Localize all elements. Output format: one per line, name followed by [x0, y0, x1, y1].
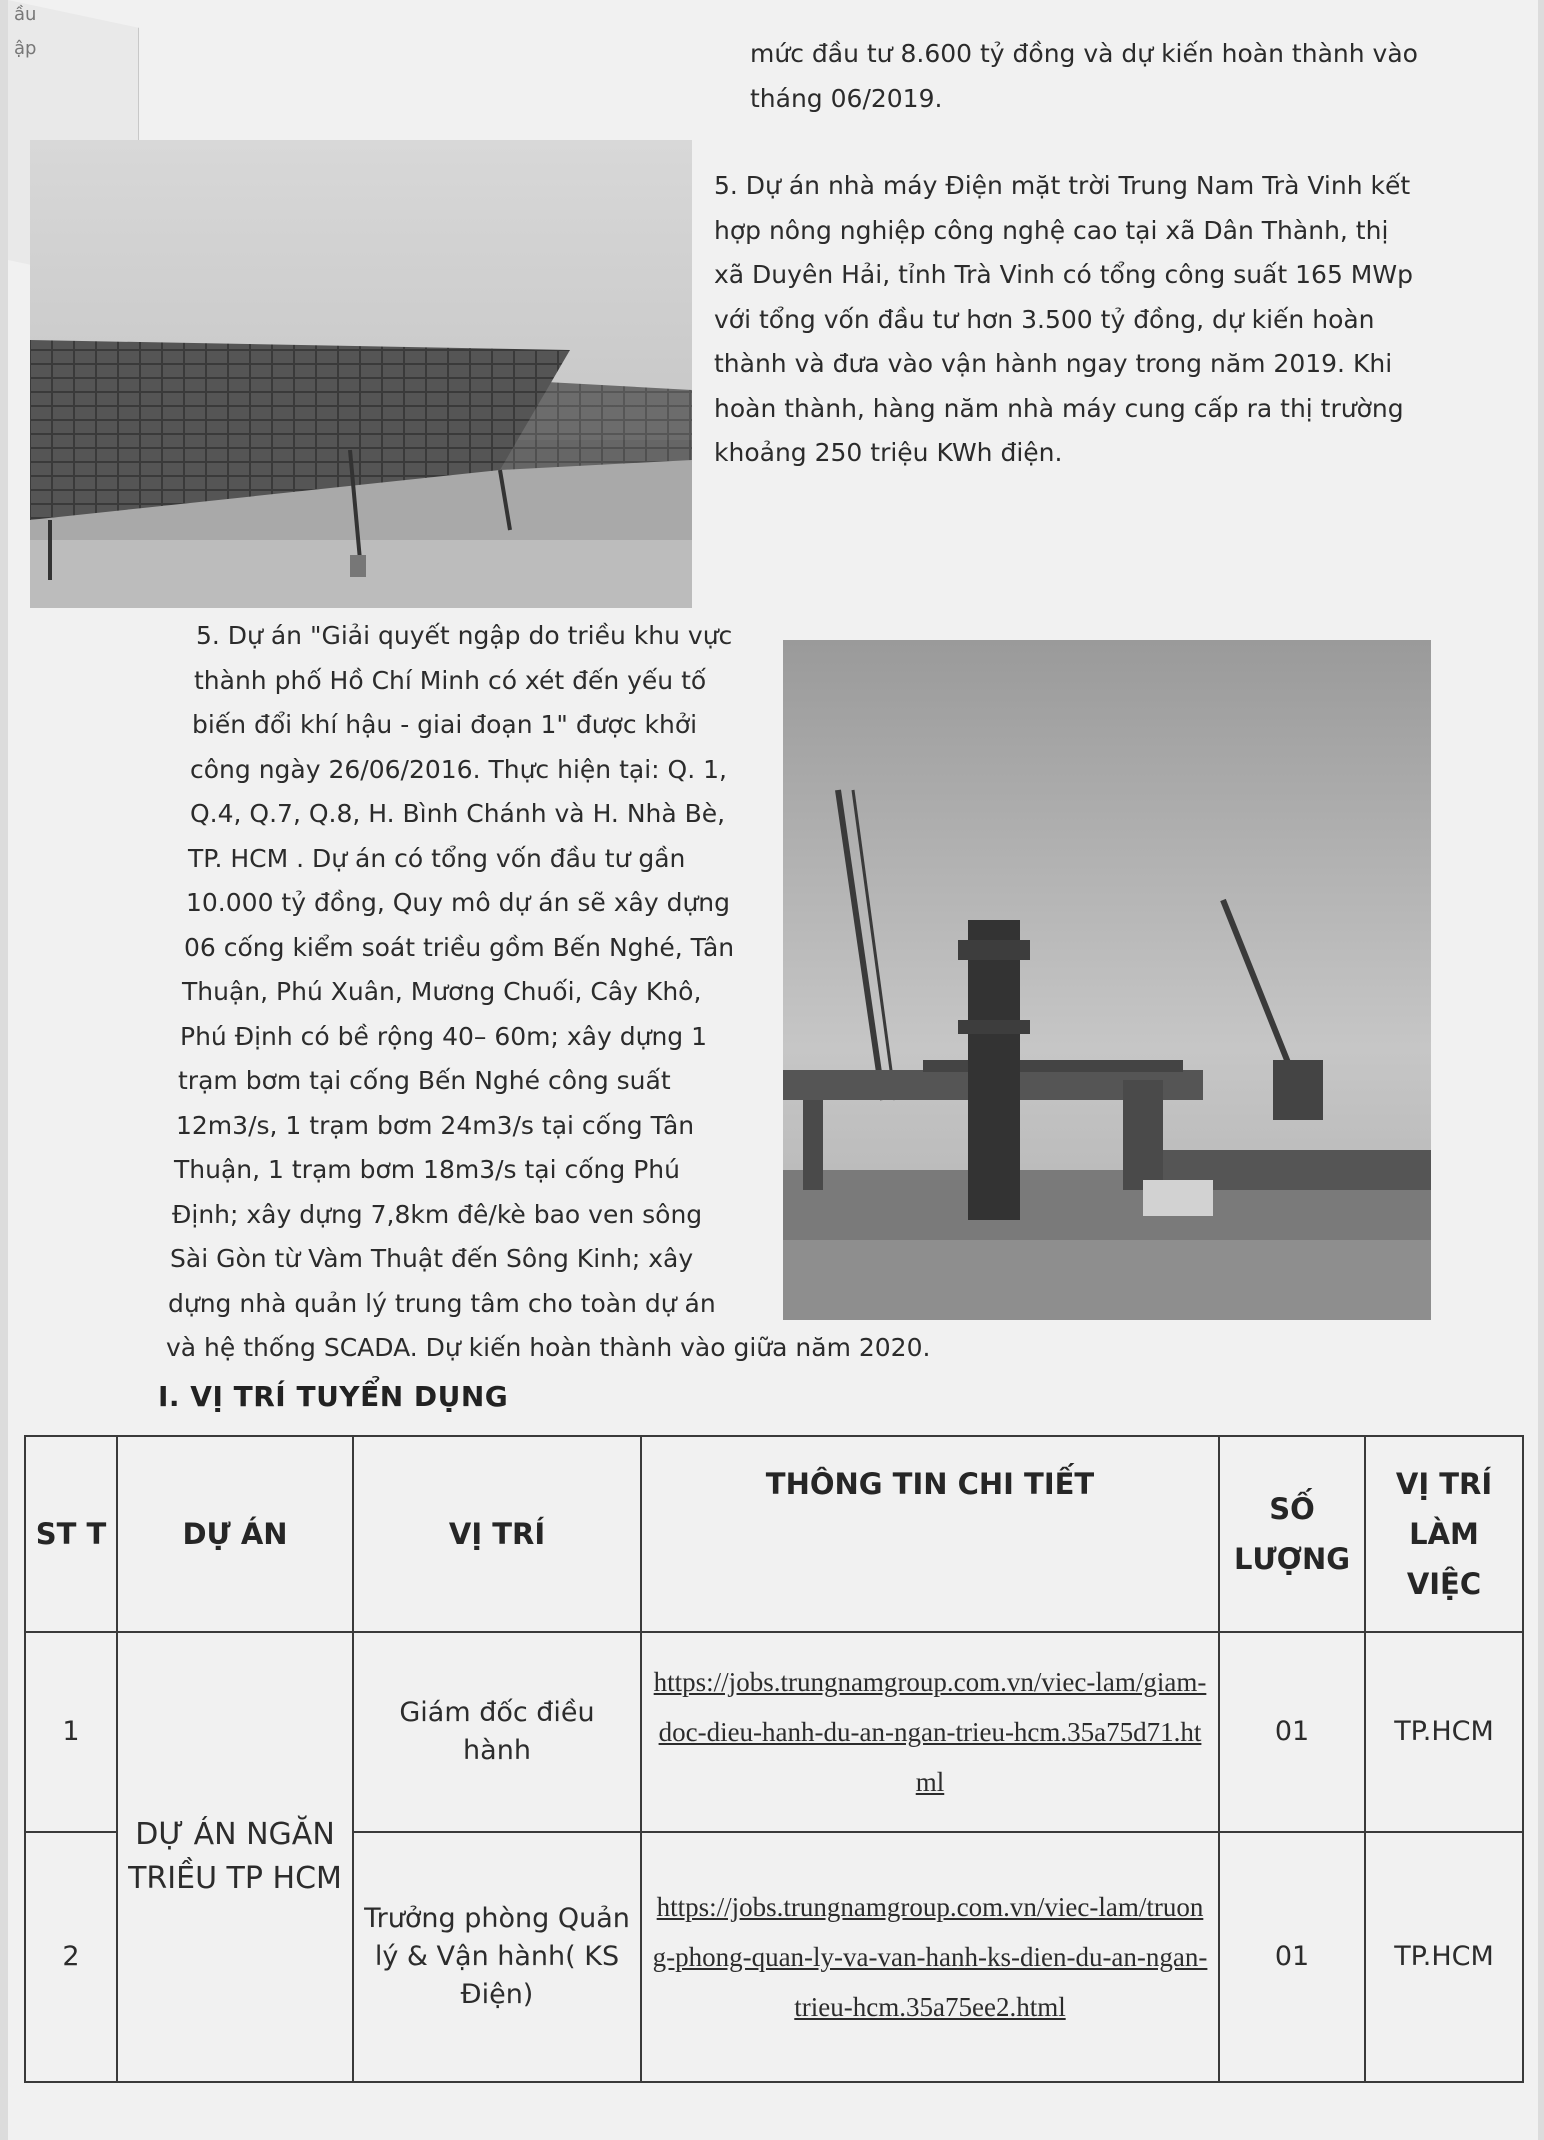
corner-fragment-second: ập: [14, 38, 37, 59]
project-name: DỰ ÁN NGĂN TRIỀU TP HCM: [117, 1632, 353, 2082]
text-line: Phú Định có bề rộng 40– 60m; xây dựng 1: [180, 1021, 708, 1051]
text-line: 06 cống kiểm soát triều gồm Bến Nghé, Tân: [184, 932, 735, 962]
text-line: thành phố Hồ Chí Minh có xét đến yếu tố: [194, 665, 707, 695]
text-line: khoảng 250 triệu KWh điện.: [714, 438, 1063, 467]
flood-project-paragraph: [166, 614, 931, 1371]
header-quantity: SỐ LƯỢNG: [1219, 1436, 1365, 1632]
text-line: tháng 06/2019.: [750, 83, 943, 113]
quantity-value: 01: [1219, 1632, 1365, 1832]
text-line: hoàn thành, hàng năm nhà máy cung cấp ra thị trường: [714, 393, 1404, 423]
header-position: VỊ TRÍ: [353, 1436, 641, 1632]
text-line: Thuận, Phú Xuân, Mương Chuối, Cây Khô,: [182, 977, 702, 1006]
solar-project-paragraph: [714, 164, 1413, 476]
text-line: TP. HCM . Dự án có tổng vốn đầu tư gần: [188, 843, 686, 873]
text-line: dựng nhà quản lý trung tâm cho toàn dự án: [168, 1288, 716, 1318]
job-link[interactable]: https://jobs.trungnamgroup.com.vn/viec-lam/truong-phong-quan-ly-va-van-hanh-ks-dien-du-an-ngan-trieu-hcm.35a75ee2.html: [641, 1832, 1219, 2082]
text-line: biến đổi khí hậu - giai đoạn 1" được khởi: [192, 710, 698, 739]
text-line: thành và đưa vào vận hành ngay trong năm 2019. Khi: [714, 349, 1393, 378]
position-title: Giám đốc điều hành: [353, 1632, 641, 1832]
section-heading: I. VỊ TRÍ TUYỂN DỤNG: [158, 1380, 509, 1413]
text-line: xã Duyên Hải, tỉnh Trà Vinh có tổng công suất 165 MWp: [714, 260, 1413, 289]
text-line: và hệ thống SCADA. Dự kiến hoàn thành vào giữa năm 2020.: [166, 1333, 931, 1362]
quantity-value: 01: [1219, 1832, 1365, 2082]
table-header-row: [25, 1436, 1523, 1632]
text-line: 5. Dự án nhà máy Điện mặt trời Trung Nam Trà Vinh kết: [714, 171, 1411, 200]
header-project: DỰ ÁN: [117, 1436, 353, 1632]
text-line: 12m3/s, 1 trạm bơm 24m3/s tại cống Tân: [176, 1110, 695, 1140]
header-stt: ST T: [25, 1436, 117, 1632]
text-line: công ngày 26/06/2016. Thực hiện tại: Q. 1,: [190, 754, 727, 784]
header-location: VỊ TRÍ LÀM VIỆC: [1365, 1436, 1523, 1632]
row-number: 2: [25, 1832, 117, 2082]
text-line: 10.000 tỷ đồng, Quy mô dự án sẽ xây dựng: [186, 888, 731, 917]
location-value: TP.HCM: [1365, 1832, 1523, 2082]
text-line: Định; xây dựng 7,8km đê/kè bao ven sông: [172, 1199, 703, 1229]
text-line: mức đầu tư 8.600 tỷ đồng và dự kiến hoàn thành vào: [750, 39, 1418, 68]
position-title: Trưởng phòng Quản lý & Vận hành( KS Điện): [353, 1832, 641, 2082]
location-value: TP.HCM: [1365, 1632, 1523, 1832]
text-line: hợp nông nghiệp công nghệ cao tại xã Dân Thành, thị: [714, 215, 1389, 245]
corner-fragment-top: ầu: [14, 4, 37, 25]
text-line: Sài Gòn từ Vàm Thuật đến Sông Kinh; xây: [170, 1244, 694, 1273]
header-details: THÔNG TIN CHI TIẾT: [641, 1436, 1219, 1632]
recruitment-table: [24, 1435, 1524, 2083]
text-line: Q.4, Q.7, Q.8, H. Bình Chánh và H. Nhà Bè,: [190, 799, 726, 828]
text-line: với tổng vốn đầu tư hơn 3.500 tỷ đồng, dự kiến hoàn: [714, 304, 1375, 334]
solar-farm-photo: [30, 140, 692, 608]
document-page: [8, 0, 1538, 2140]
job-link[interactable]: https://jobs.trungnamgroup.com.vn/viec-lam/giam-doc-dieu-hanh-du-an-ngan-trieu-hcm.35a75d71.html: [641, 1632, 1219, 1832]
text-line: Thuận, 1 trạm bơm 18m3/s tại cống Phú: [174, 1155, 680, 1184]
table-row: [25, 1632, 1523, 1832]
intro-paragraph: [750, 32, 1418, 121]
text-line: trạm bơm tại cống Bến Nghé công suất: [178, 1066, 671, 1095]
row-number: 1: [25, 1632, 117, 1832]
text-line: 5. Dự án "Giải quyết ngập do triều khu vực: [196, 621, 733, 650]
